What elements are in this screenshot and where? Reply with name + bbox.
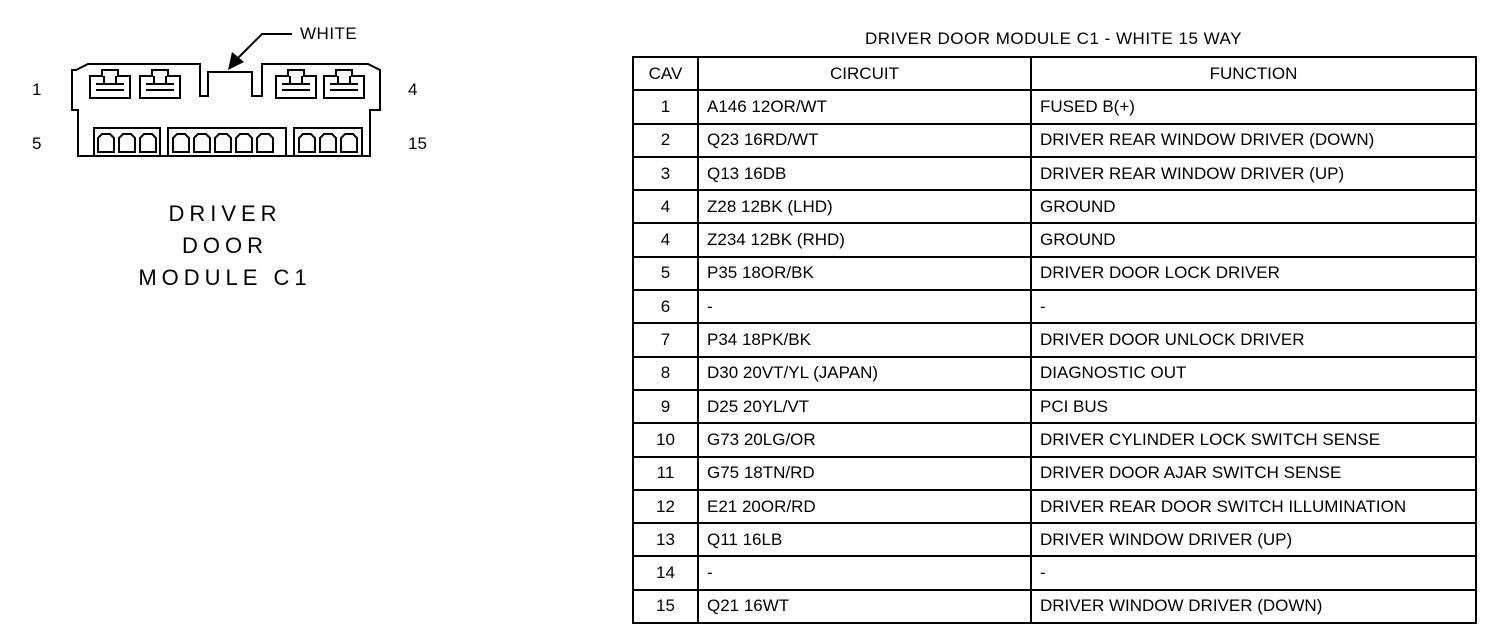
- circuit-cell: Z28 12BK (LHD): [698, 190, 1031, 223]
- header-circuit: CIRCUIT: [698, 57, 1031, 90]
- function-cell: -: [1031, 290, 1476, 323]
- table-row: [633, 157, 1476, 190]
- cav-cell: 6: [633, 290, 698, 323]
- circuit-cell: P35 18OR/BK: [698, 257, 1031, 290]
- table-row: [633, 124, 1476, 157]
- pin-label-bottom-right: 15: [408, 134, 427, 153]
- cav-cell: 12: [633, 490, 698, 523]
- circuit-cell: A146 12OR/WT: [698, 90, 1031, 123]
- cav-cell: 10: [633, 423, 698, 456]
- circuit-cell: G73 20LG/OR: [698, 423, 1031, 456]
- table-row: [633, 390, 1476, 423]
- circuit-cell: Q21 16WT: [698, 590, 1031, 623]
- circuit-cell: D30 20VT/YL (JAPAN): [698, 357, 1031, 390]
- pinout-table-body: [633, 90, 1476, 623]
- connector-color-label: WHITE: [300, 24, 358, 43]
- cav-cell: 4: [633, 223, 698, 256]
- pinout-table: [632, 56, 1477, 624]
- cav-cell: 1: [633, 90, 698, 123]
- function-cell: FUSED B(+): [1031, 90, 1476, 123]
- small-terminal-row: [94, 128, 362, 156]
- cav-cell: 13: [633, 523, 698, 556]
- cav-cell: 9: [633, 390, 698, 423]
- function-cell: GROUND: [1031, 223, 1476, 256]
- cav-cell: 3: [633, 157, 698, 190]
- cav-cell: 11: [633, 457, 698, 490]
- header-function: FUNCTION: [1031, 57, 1476, 90]
- circuit-cell: G75 18TN/RD: [698, 457, 1031, 490]
- circuit-cell: -: [698, 556, 1031, 589]
- table-title: DRIVER DOOR MODULE C1 - WHITE 15 WAY: [865, 29, 1242, 48]
- function-cell: GROUND: [1031, 190, 1476, 223]
- table-row: [633, 190, 1476, 223]
- cav-cell: 8: [633, 357, 698, 390]
- pin-label-bottom-left: 5: [32, 134, 42, 153]
- function-cell: DRIVER REAR WINDOW DRIVER (UP): [1031, 157, 1476, 190]
- module-name-line-1: DRIVER: [168, 201, 282, 226]
- circuit-cell: E21 20OR/RD: [698, 490, 1031, 523]
- white-leader-line: [236, 34, 292, 60]
- table-row: [633, 490, 1476, 523]
- table-header-row: [633, 57, 1476, 90]
- table-row: [633, 523, 1476, 556]
- cav-cell: 14: [633, 556, 698, 589]
- circuit-cell: Q11 16LB: [698, 523, 1031, 556]
- function-cell: DRIVER WINDOW DRIVER (DOWN): [1031, 590, 1476, 623]
- function-cell: DRIVER REAR DOOR SWITCH ILLUMINATION: [1031, 490, 1476, 523]
- cav-cell: 2: [633, 124, 698, 157]
- module-name-line-3: MODULE C1: [138, 265, 312, 290]
- function-cell: DRIVER REAR WINDOW DRIVER (DOWN): [1031, 124, 1476, 157]
- function-cell: DRIVER WINDOW DRIVER (UP): [1031, 523, 1476, 556]
- table-row: [633, 457, 1476, 490]
- function-cell: DRIVER DOOR LOCK DRIVER: [1031, 257, 1476, 290]
- function-cell: PCI BUS: [1031, 390, 1476, 423]
- table-row: [633, 423, 1476, 456]
- module-name-line-2: DOOR: [182, 233, 268, 258]
- function-cell: DIAGNOSTIC OUT: [1031, 357, 1476, 390]
- table-row: [633, 90, 1476, 123]
- function-cell: DRIVER DOOR UNLOCK DRIVER: [1031, 323, 1476, 356]
- table-row: [633, 590, 1476, 623]
- header-cav: CAV: [633, 57, 698, 90]
- circuit-cell: -: [698, 290, 1031, 323]
- pin-label-top-right: 4: [408, 80, 418, 99]
- function-cell: DRIVER DOOR AJAR SWITCH SENSE: [1031, 457, 1476, 490]
- table-row: [633, 357, 1476, 390]
- table-row: [633, 223, 1476, 256]
- circuit-cell: Z234 12BK (RHD): [698, 223, 1031, 256]
- cav-cell: 4: [633, 190, 698, 223]
- table-row: [633, 556, 1476, 589]
- function-cell: -: [1031, 556, 1476, 589]
- function-cell: DRIVER CYLINDER LOCK SWITCH SENSE: [1031, 423, 1476, 456]
- circuit-cell: D25 20YL/VT: [698, 390, 1031, 423]
- table-row: [633, 257, 1476, 290]
- circuit-cell: Q13 16DB: [698, 157, 1031, 190]
- circuit-cell: Q23 16RD/WT: [698, 124, 1031, 157]
- circuit-cell: P34 18PK/BK: [698, 323, 1031, 356]
- cav-cell: 7: [633, 323, 698, 356]
- large-terminal-row: [90, 70, 364, 98]
- cav-cell: 15: [633, 590, 698, 623]
- pin-label-top-left: 1: [32, 80, 42, 99]
- cav-cell: 5: [633, 257, 698, 290]
- table-row: [633, 290, 1476, 323]
- table-row: [633, 323, 1476, 356]
